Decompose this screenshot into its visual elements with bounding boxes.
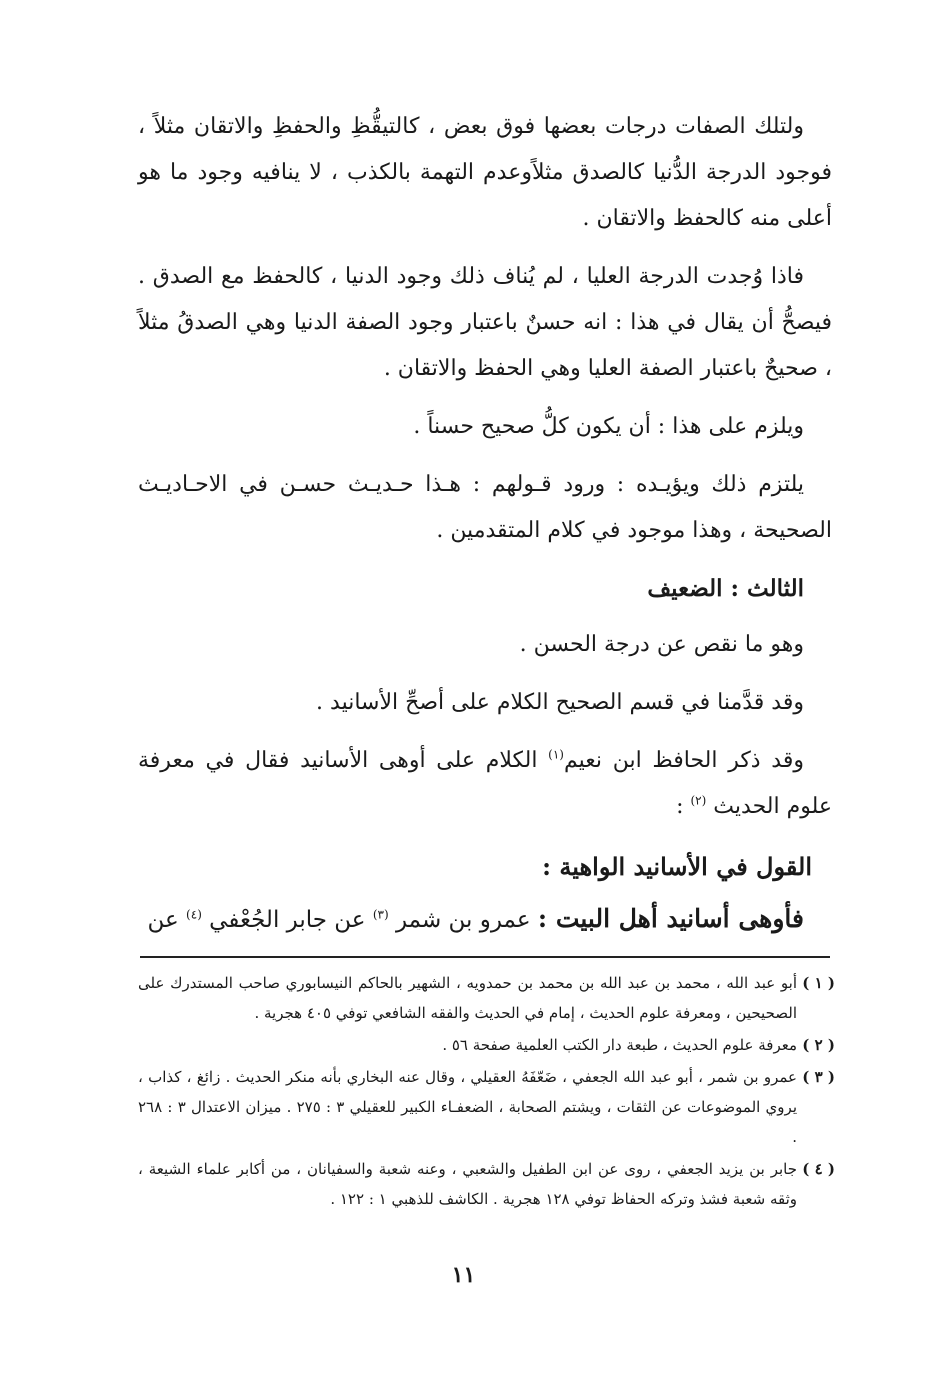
footnote-ref-4: (٤) <box>186 907 202 922</box>
footnote-text: أبو عبد الله ، محمد بن عبد الله بن محمد بن حمدويه ، الشهير بالحاكم النيسابوري صاحب المستدرك على الصحيحين ، ومعرفة علوم الحديث ، إمام في الحديث والفقه الشافعي توفي ٤٠٥ هجرية . <box>138 974 797 1022</box>
paragraph-5: وهو ما نقص عن درجة الحسن . <box>519 632 804 657</box>
footnote-number: ( ٣ ) <box>802 1068 835 1086</box>
page-number: ١١ <box>451 1262 476 1288</box>
paragraph-7 <box>138 738 832 830</box>
paragraph-4: يلتزم ذلك ويؤيـده : ورود قـولهم : هـذا حـديـث حسـن في الاحـاديـث الصحيحة ، وهذا موجود في كلام المتقدمين . <box>138 472 832 543</box>
paragraph-2: فاذا وُجدت الدرجة العليا ، لم يُناف ذلك وجود الدنيا ، كالحفظ مع الصدق . فيصحُّ أن يقال في هذا : انه حسنٌ باعتبار وجود الصفة الدنيا وهي الصدقُ مثلاً ، صحيحٌ باعتبار الصفة العليا وهي الحفظ والاتقان . <box>138 264 832 381</box>
section-heading: الثالث : الضعيف <box>647 575 804 602</box>
paragraph-7-part-a: وقد ذكر الحافظ ابن نعيم <box>563 748 804 773</box>
subsection-heading: القول في الأسانيد الواهية : <box>542 852 812 881</box>
last-line-part-a: عمرو بن شمر <box>388 907 538 933</box>
main-text <box>138 104 832 955</box>
footnote-3 <box>138 1062 835 1152</box>
footnote-4 <box>138 1154 835 1214</box>
footnote-text: عمرو بن شمر ، أبو عبد الله الجعفي ، ضَعّفَهُ العقيلي ، وقال عنه البخاري بأنه منكر الحديث . زائغ ، كذاب ، يروي الموضوعات عن الثقات ، ويشتم الصحابة ، الضعفـاء الكبير للعقيلي ٣ : ٢٧٥ . ميزان الاعتدال ٣ : ٢٦٨ . <box>138 1068 797 1146</box>
footnote-text: جابر بن يزيد الجعفي ، روى عن ابن الطفيل والشعبي ، وعنه شعبة والسفيانان ، من أكابر علماء الشيعة ، وثقه شعبة فشذ وتركه الحفاظ توفي ١٢٨ هجرية . الكاشف للذهبي ١ : ١٢٢ . <box>138 1160 797 1208</box>
footnote-ref-1: (١) <box>548 747 564 762</box>
footnote-ref-3: (٣) <box>372 907 389 922</box>
footnote-number: ( ١ ) <box>802 974 835 992</box>
footnote-text: معرفة علوم الحديث ، طبعة دار الكتب العلمية صفحة ٥٦ . <box>442 1036 797 1054</box>
footnotes <box>138 968 835 1216</box>
paragraph-7-part-b: الكلام على أوهى الأسانيد فقال في معرفة علوم الحديث <box>138 748 832 819</box>
paragraph-6: وقد قدَّمنا في قسم الصحيح الكلام على أصحِّ الأسانيد . <box>316 690 804 715</box>
footnote-number: ( ٤ ) <box>802 1160 835 1178</box>
footnote-number: ( ٢ ) <box>802 1036 835 1054</box>
last-line-part-c: عن <box>147 907 187 933</box>
last-paragraph-line <box>138 896 832 943</box>
paragraph-3: ويلزم على هذا : أن يكون كلُّ صحيح حسناً . <box>413 414 804 439</box>
last-line-part-b: عن جابر الجُعْفي <box>201 907 373 933</box>
footnote-1 <box>138 968 835 1028</box>
footnote-ref-2: (٢) <box>690 793 707 808</box>
paragraph-7-part-c: : <box>676 794 691 819</box>
footnote-divider <box>140 956 830 958</box>
footnote-2 <box>138 1030 835 1060</box>
last-line-lead: فأوهى أسانيد أهل البيت : <box>537 904 804 933</box>
paragraph-1: ولتلك الصفات درجات بعضها فوق بعض ، كالتيقُّظِ والحفظِ والاتقان مثلاً ، فوجود الدرجة الدُّنيا كالصدق مثلاًوعدم التهمة بالكذب ، لا ينافيه وجود ما هو أعلى منه كالحفظ والاتقان . <box>138 114 832 231</box>
